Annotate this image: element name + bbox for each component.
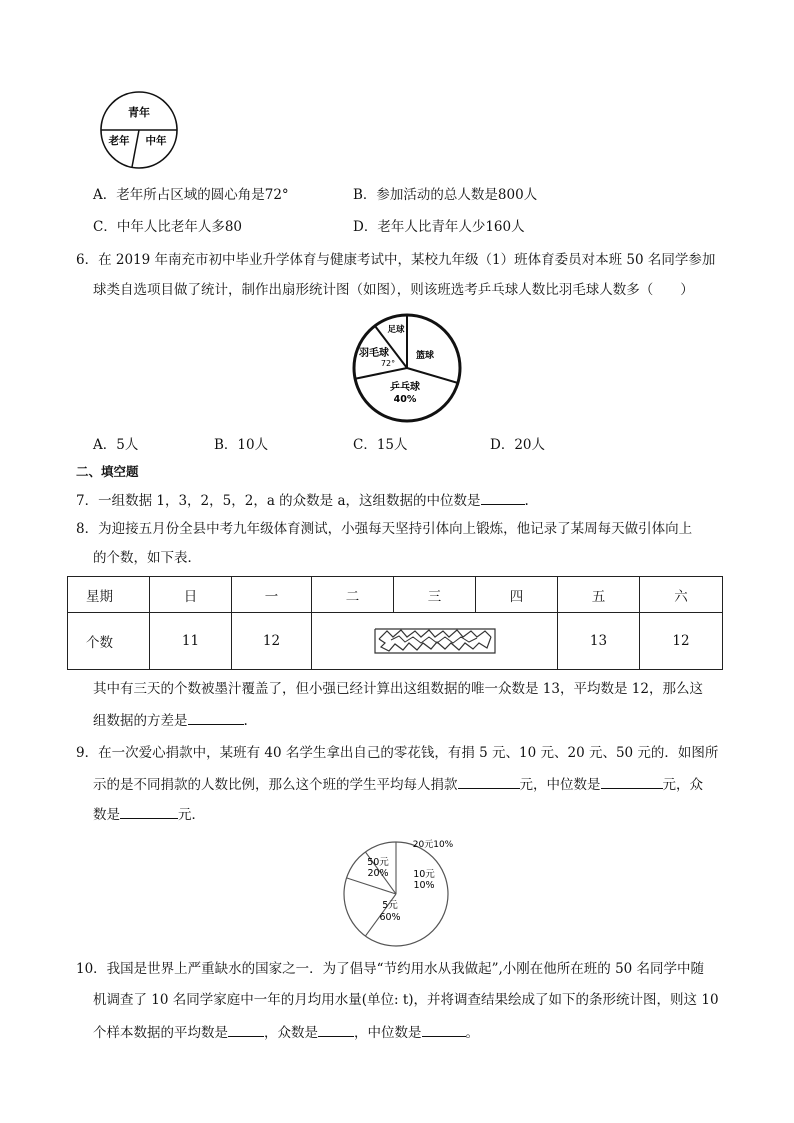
- age-pie-label-middle: 中年: [145, 135, 167, 147]
- q8-after-end: .: [243, 713, 248, 729]
- q8-stem-line1: 8．为迎接五月份全县中考九年级体育测试，小强每天坚持引体向上锻炼，他记录了某周每天做引体向上: [76, 521, 693, 537]
- table-header-cell: 五: [558, 577, 640, 613]
- q10-average-blank[interactable]: [228, 1022, 264, 1037]
- donation-label-50-pct: 20%: [367, 868, 389, 879]
- donation-label-5-pct: 60%: [379, 912, 401, 923]
- q9-stem-line3: [93, 804, 205, 824]
- q10-stem-line2: 机调查了 10 名同学家庭中一年的月均用水量(单位: t)，并将调查结果绘成了如下的条形统计图，则这 10: [93, 992, 719, 1008]
- age-pie-chart: [98, 89, 182, 173]
- sports-pie-label-pingpong-pct: 40%: [393, 394, 417, 405]
- q6-stem-line1: 6．在 2019 年南充市初中毕业升学体育与健康考试中，某校九年级（1）班体育委员对本班 50 名同学参加: [76, 252, 716, 268]
- q9-text-a: 示的是不同捐款的人数比例，那么这个班的学生平均每人捐款: [93, 777, 458, 793]
- table-row-label: 个数: [68, 613, 150, 670]
- table-cell-mon: 12: [232, 613, 312, 670]
- q9-average-blank[interactable]: [458, 774, 520, 789]
- donation-label-5-name: 5元: [382, 900, 398, 911]
- donation-label-50-name: 50元: [367, 857, 389, 868]
- table-header-cell: 二: [312, 577, 394, 613]
- q10-stem-line3: [93, 1022, 479, 1042]
- q10-text-a: 个样本数据的平均数是: [93, 1025, 228, 1041]
- donation-label-10-pct: 10%: [413, 880, 435, 891]
- q9-text-b: 元，中位数是: [519, 777, 601, 793]
- q9-text-e: 元．: [178, 807, 205, 823]
- section-title-fill-blank: 二、填空题: [76, 464, 139, 479]
- q6-stem-line2: 球类自选项目做了统计，制作出扇形统计图（如图），则该班选考乒乓球人数比羽毛球人数多（ ）: [93, 282, 694, 298]
- q10-text-d: 。: [465, 1025, 479, 1041]
- q10-stem-line1: 10．我国是世界上严重缺水的国家之一．为了倡导“节约用水从我做起”,小刚在他所在班的 50 名同学中随: [76, 961, 705, 977]
- sports-pie-label-badminton: 羽毛球: [359, 348, 389, 359]
- q9-stem-line2: [93, 774, 703, 794]
- table-cell-fri: 13: [558, 613, 640, 670]
- q9-text-d: 数是: [93, 807, 120, 823]
- table-header-cell: 六: [640, 577, 723, 613]
- table-header-cell: 四: [476, 577, 558, 613]
- sports-pie-label-pingpong: 乒乓球: [390, 382, 420, 393]
- donation-label-10-name: 10元: [413, 869, 435, 880]
- sports-pie-chart: [350, 310, 465, 428]
- q10-text-b: ，众数是: [264, 1025, 318, 1041]
- ink-covered-cell: [312, 613, 558, 670]
- sports-pie-label-basketball: 篮球: [415, 351, 435, 361]
- ink-blot-image: [373, 625, 497, 657]
- q9-median-blank[interactable]: [601, 774, 663, 789]
- q6-option-a: A．5人: [93, 437, 139, 453]
- q10-text-c: ，中位数是: [354, 1025, 422, 1041]
- q6-option-b: B．10人: [214, 437, 269, 453]
- age-pie-label-youth: 青年: [128, 106, 150, 119]
- q5-option-b: B．参加活动的总人数是800人: [353, 187, 538, 203]
- q8-stem-line2: 的个数，如下表．: [93, 550, 201, 566]
- q7-stem: [76, 490, 529, 510]
- pullup-table: [67, 576, 723, 670]
- table-row: [68, 613, 723, 670]
- table-header-cell: 星期: [68, 577, 150, 613]
- q9-mode-blank[interactable]: [120, 804, 178, 819]
- q10-median-blank[interactable]: [422, 1022, 466, 1037]
- sports-pie-label-football: 足球: [387, 325, 405, 335]
- donation-label-20: 20元10%: [412, 840, 454, 850]
- q8-after-line1: 其中有三天的个数被墨汁覆盖了，但小强已经计算出这组数据的唯一众数是 13，平均数是 12，那么这: [93, 681, 703, 697]
- q9-stem-line1: 9．在一次爱心捐款中，某班有 40 名学生拿出自己的零花钱，有捐 5 元、10 元、20 元、50 元的．如图所: [76, 745, 719, 761]
- q10-mode-blank[interactable]: [318, 1022, 354, 1037]
- table-header-row: [68, 577, 723, 613]
- sports-pie-label-angle: 72°: [380, 359, 396, 368]
- q7-text: 7．一组数据 1，3，2，5，2，a 的众数是 a，这组数据的中位数是: [76, 493, 481, 509]
- table-header-cell: 一: [232, 577, 312, 613]
- q8-answer-blank[interactable]: [188, 710, 244, 725]
- q5-option-d: D．老年人比青年人少160人: [353, 219, 525, 235]
- table-header-cell: 日: [150, 577, 232, 613]
- q6-option-d: D．20人: [490, 437, 546, 453]
- q5-option-c: C．中年人比老年人多80: [93, 219, 243, 235]
- q5-option-a: A．老年所占区域的圆心角是72°: [93, 187, 289, 203]
- table-cell-sun: 11: [150, 613, 232, 670]
- q6-option-c: C．15人: [353, 437, 408, 453]
- q7-answer-blank[interactable]: [481, 490, 525, 505]
- age-pie-label-elderly: 老年: [108, 135, 130, 147]
- q8-after-text: 组数据的方差是: [93, 713, 188, 729]
- q8-after-line2: [93, 710, 248, 730]
- table-cell-sat: 12: [640, 613, 723, 670]
- table-header-cell: 三: [394, 577, 476, 613]
- q7-end: .: [524, 493, 529, 509]
- donation-pie-chart: [338, 830, 458, 948]
- q9-text-c: 元，众: [662, 777, 703, 793]
